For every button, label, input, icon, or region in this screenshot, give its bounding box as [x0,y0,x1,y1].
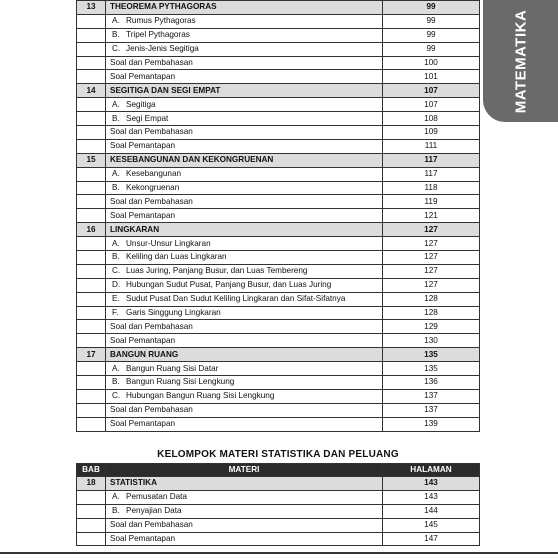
entry-title-cell [106,126,383,140]
entry-title-cell [106,306,383,320]
empty-bab-cell [77,98,106,112]
page-number: 127 [383,251,480,265]
chapter-title: BANGUN RUANG [106,348,383,362]
toc-row [77,237,480,251]
page-number: 144 [383,504,480,518]
entry-title-cell [106,98,383,112]
entry-title: Soal Pemantapan [110,141,176,151]
chapter-row [77,223,480,237]
entry-letter: C. [112,391,121,401]
page-number: 139 [383,417,480,431]
toc-row [77,490,480,504]
entry-letter: B. [112,506,120,516]
toc-row [77,518,480,532]
page-number: 119 [383,195,480,209]
chapter-title: THEOREMA PYTHAGORAS [106,1,383,15]
page-number: 99 [383,42,480,56]
empty-bab-cell [77,504,106,518]
header-bab: BAB [77,464,106,477]
page-number: 108 [383,112,480,126]
entry-letter: B. [112,377,120,387]
page-number: 100 [383,56,480,70]
page-number: 121 [383,209,480,223]
empty-bab-cell [77,209,106,223]
page-number: 101 [383,70,480,84]
chapter-number: 15 [77,153,106,167]
entry-title: Soal dan Pembahasan [110,58,193,67]
entry-title-cell [106,251,383,265]
page-number: 128 [383,292,480,306]
toc-row [77,306,480,320]
entry-title-cell [106,209,383,223]
page-number: 99 [383,28,480,42]
toc-row [77,181,480,195]
entry-title: Soal dan Pembahasan [110,127,193,137]
empty-bab-cell [77,28,106,42]
page-number: 127 [383,223,480,237]
toc-row [77,98,480,112]
toc-row [77,251,480,265]
chapter-title: LINGKARAN [106,223,383,237]
entry-letter: B. [112,113,120,123]
empty-bab-cell [77,181,106,195]
toc-table [76,0,480,432]
toc-row [77,320,480,334]
chapter-row [77,84,480,98]
page-number: 135 [383,348,480,362]
empty-bab-cell [77,42,106,56]
entry-letter: B. [112,30,120,40]
entry-title: Tripel Pythagoras [126,30,190,40]
entry-title-cell [106,112,383,126]
toc-row [77,292,480,306]
entry-title: Soal Pemantapan [110,71,176,81]
chapter-row [77,348,480,362]
table-header-row [77,464,480,477]
page-number: 99 [383,14,480,28]
toc-row [77,389,480,403]
empty-bab-cell [77,251,106,265]
empty-bab-cell [77,389,106,403]
page-number: 137 [383,403,480,417]
toc-row [77,70,480,84]
page-number: 127 [383,237,480,251]
chapter-number: 14 [77,84,106,98]
empty-bab-cell [77,56,106,70]
entry-letter: A. [112,363,120,373]
entry-title-cell [106,237,383,251]
entry-title: Hubungan Bangun Ruang Sisi Lengkung [126,391,275,401]
empty-bab-cell [77,292,106,306]
empty-bab-cell [77,306,106,320]
empty-bab-cell [77,195,106,209]
entry-title-cell [106,320,383,334]
entry-letter: C. [112,266,121,276]
page-number: 145 [383,518,480,532]
empty-bab-cell [77,320,106,334]
toc-row [77,112,480,126]
toc-row [77,56,480,70]
toc-row [77,278,480,292]
toc-row [77,167,480,181]
page-number: 143 [383,477,480,491]
toc-row [77,334,480,348]
entry-title: Soal Pemantapan [110,534,176,543]
entry-title: Kekongruenan [126,183,180,193]
entry-letter: B. [112,183,120,193]
side-tab-label-box [483,0,558,122]
page-number: 129 [383,320,480,334]
page-number: 117 [383,153,480,167]
header-halaman: HALAMAN [383,464,480,477]
entry-title: Unsur-Unsur Lingkaran [126,238,211,248]
page-number: 127 [383,278,480,292]
empty-bab-cell [77,264,106,278]
empty-bab-cell [77,237,106,251]
entry-title: Soal Pemantapan [110,210,176,220]
statistics-toc-table [76,463,480,546]
empty-bab-cell [77,167,106,181]
entry-title: Bangun Ruang Sisi Datar [126,363,219,373]
toc-row [77,532,480,546]
entry-title-cell [106,417,383,431]
entry-title-cell [106,490,383,504]
entry-title-cell [106,389,383,403]
entry-title-cell [106,181,383,195]
entry-title: Luas Juring, Panjang Busur, dan Luas Tembereng [126,266,308,276]
page-number: 99 [383,1,480,15]
entry-letter: D. [112,280,121,290]
toc-row [77,362,480,376]
chapter-row [77,1,480,15]
entry-title: Penyajian Data [126,506,182,516]
entry-letter: A. [112,238,120,248]
entry-title: Soal dan Pembahasan [110,196,193,206]
entry-title-cell [106,264,383,278]
empty-bab-cell [77,403,106,417]
page-number: 136 [383,376,480,390]
side-tab-label: MATEMATIKA [512,9,529,113]
entry-title: Kesebangunan [126,169,182,179]
entry-title: Keliling dan Luas Lingkaran [126,252,227,262]
empty-bab-cell [77,112,106,126]
entry-title: Garis Singgung Lingkaran [126,308,221,318]
entry-title-cell [106,56,383,70]
page-number: 128 [383,306,480,320]
chapter-number: 13 [77,1,106,15]
empty-bab-cell [77,376,106,390]
chapter-number: 16 [77,223,106,237]
page-number: 109 [383,126,480,140]
page-number: 107 [383,98,480,112]
entry-title-cell [106,292,383,306]
entry-title-cell [106,28,383,42]
entry-title: Pemusatan Data [126,492,187,502]
entry-title-cell [106,139,383,153]
empty-bab-cell [77,126,106,140]
entry-title: Segi Empat [126,113,169,123]
empty-bab-cell [77,532,106,546]
entry-letter: A. [112,99,120,109]
entry-letter: A. [112,169,120,179]
entry-title-cell [106,518,383,532]
entry-title-cell [106,334,383,348]
empty-bab-cell [77,70,106,84]
empty-bab-cell [77,362,106,376]
entry-title-cell [106,504,383,518]
page-number: 147 [383,532,480,546]
page-number: 143 [383,490,480,504]
empty-bab-cell [77,14,106,28]
entry-title: Segitiga [126,99,156,109]
toc-row [77,28,480,42]
page-number: 118 [383,181,480,195]
entry-title-cell [106,362,383,376]
entry-letter: A. [112,492,120,502]
toc-row [77,42,480,56]
entry-title: Sudut Pusat Dan Sudut Keliling Lingkaran dan Sifat-Sifatnya [126,294,346,304]
entry-title-cell [106,376,383,390]
entry-title-cell [106,14,383,28]
toc-row [77,195,480,209]
entry-title: Jenis-Jenis Segitiga [126,44,199,54]
toc-row [77,264,480,278]
entry-title-cell [106,70,383,84]
empty-bab-cell [77,518,106,532]
chapter-title: SEGITIGA DAN SEGI EMPAT [106,84,383,98]
toc-row [77,417,480,431]
empty-bab-cell [77,278,106,292]
entry-letter: A. [112,16,120,26]
empty-bab-cell [77,417,106,431]
chapter-number: 17 [77,348,106,362]
entry-title: Soal dan Pembahasan [110,405,193,415]
toc-row [77,139,480,153]
entry-title: Bangun Ruang Sisi Lengkung [126,377,235,387]
section-title: KELOMPOK MATERI STATISTIKA DAN PELUANG [157,449,399,460]
toc-row [77,209,480,223]
empty-bab-cell [77,139,106,153]
entry-letter: F. [112,308,119,318]
entry-title: Soal dan Pembahasan [110,321,193,331]
page-number: 130 [383,334,480,348]
chapter-title: STATISTIKA [106,477,383,491]
page-bottom-rule [0,552,558,554]
entry-title-cell [106,532,383,546]
entry-title: Hubungan Sudut Pusat, Panjang Busur, dan Luas Juring [126,280,332,290]
entry-title-cell [106,195,383,209]
entry-title: Soal Pemantapan [110,335,176,345]
toc-row [77,403,480,417]
entry-title: Soal Pemantapan [110,419,176,429]
page-number: 107 [383,84,480,98]
page-number: 137 [383,389,480,403]
page-number: 135 [383,362,480,376]
chapter-row [77,477,480,491]
entry-title-cell [106,167,383,181]
entry-title-cell [106,42,383,56]
toc-row [77,126,480,140]
chapter-row [77,153,480,167]
toc-row [77,14,480,28]
entry-title: Soal dan Pembahasan [110,520,193,530]
entry-letter: C. [112,44,121,54]
entry-letter: E. [112,294,120,304]
page-number: 117 [383,167,480,181]
toc-row [77,376,480,390]
chapter-number: 18 [77,477,106,491]
entry-title-cell [106,403,383,417]
page-number: 111 [383,139,480,153]
empty-bab-cell [77,490,106,504]
entry-letter: B. [112,252,120,262]
entry-title: Rumus Pythagoras [126,16,196,26]
header-materi: MATERI [106,464,383,477]
toc-row [77,504,480,518]
chapter-title: KESEBANGUNAN DAN KEKONGRUENAN [106,153,383,167]
empty-bab-cell [77,334,106,348]
entry-title-cell [106,278,383,292]
page-number: 127 [383,264,480,278]
